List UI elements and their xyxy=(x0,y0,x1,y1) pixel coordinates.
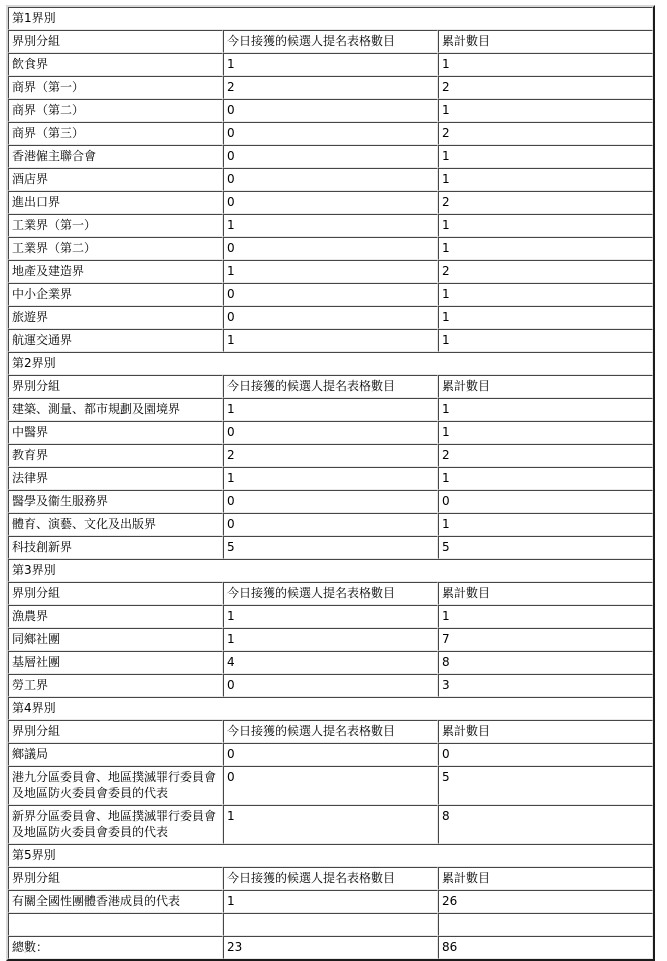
table-row xyxy=(8,743,653,766)
cell-group-name: 飲食界 xyxy=(8,53,223,76)
cell-group-name: 醫學及衞生服務界 xyxy=(8,490,223,513)
cell-cumulative-count: 1 xyxy=(438,283,653,306)
cell-group-name: 工業界（第二） xyxy=(8,237,223,260)
cell-cumulative-count: 1 xyxy=(438,605,653,628)
table-row xyxy=(8,99,653,122)
cell-today-count: 0 xyxy=(223,674,438,697)
section-header-row xyxy=(8,7,653,30)
table-row xyxy=(8,651,653,674)
section-header-row xyxy=(8,559,653,582)
cell-group-name: 旅遊界 xyxy=(8,306,223,329)
table-row xyxy=(8,674,653,697)
cell-cumulative-count: 1 xyxy=(438,145,653,168)
table-row xyxy=(8,421,653,444)
cell-cumulative-count: 1 xyxy=(438,421,653,444)
table-row xyxy=(8,329,653,352)
section-title: 第3界別 xyxy=(8,559,653,582)
table-row xyxy=(8,122,653,145)
section-title: 第1界別 xyxy=(8,7,653,30)
column-header-row xyxy=(8,30,653,53)
cell-today-count: 0 xyxy=(223,122,438,145)
cell-cumulative-count: 2 xyxy=(438,260,653,283)
table-row xyxy=(8,53,653,76)
cell-cumulative-count: 2 xyxy=(438,444,653,467)
cell-today-count: 1 xyxy=(223,605,438,628)
table-row xyxy=(8,214,653,237)
cell-today-count: 1 xyxy=(223,467,438,490)
table-row xyxy=(8,536,653,559)
cell-cumulative-count: 7 xyxy=(438,628,653,651)
column-header-row xyxy=(8,867,653,890)
table-row xyxy=(8,890,653,913)
totals-row xyxy=(8,936,653,959)
cell-cumulative-count: 1 xyxy=(438,214,653,237)
cell-today-count: 0 xyxy=(223,145,438,168)
cell-group-name: 建築、測量、都市規劃及園境界 xyxy=(8,398,223,421)
cell-today-count: 1 xyxy=(223,890,438,913)
table-row xyxy=(8,398,653,421)
cell-group-name: 中小企業界 xyxy=(8,283,223,306)
totals-label: 總數： xyxy=(8,936,223,959)
section-title: 第5界別 xyxy=(8,844,653,867)
column-header-today: 今日接獲的候選人提名表格數目 xyxy=(223,720,438,743)
section-title: 第4界別 xyxy=(8,697,653,720)
cell-today-count: 0 xyxy=(223,490,438,513)
cell-today-count: 1 xyxy=(223,329,438,352)
cell-today-count: 0 xyxy=(223,237,438,260)
cell-group-name: 漁農界 xyxy=(8,605,223,628)
cell-group-name: 基層社團 xyxy=(8,651,223,674)
cell-group-name: 科技創新界 xyxy=(8,536,223,559)
table-row xyxy=(8,191,653,214)
cell-today-count: 2 xyxy=(223,444,438,467)
section-header-row xyxy=(8,697,653,720)
spacer-row xyxy=(8,913,653,936)
column-header-cumulative: 累計數目 xyxy=(438,375,653,398)
cell-group-name: 教育界 xyxy=(8,444,223,467)
cell-cumulative-count: 2 xyxy=(438,122,653,145)
cell-group-name: 鄉議局 xyxy=(8,743,223,766)
cell-cumulative-count: 5 xyxy=(438,536,653,559)
cell-today-count: 5 xyxy=(223,536,438,559)
cell-group-name: 同鄉社團 xyxy=(8,628,223,651)
cell-cumulative-count: 26 xyxy=(438,890,653,913)
cell-today-count: 4 xyxy=(223,651,438,674)
cell-group-name: 商界（第一） xyxy=(8,76,223,99)
cell-group-name: 航運交通界 xyxy=(8,329,223,352)
cell-today-count: 0 xyxy=(223,766,438,805)
cell-group-name: 港九分區委員會、地區撲滅罪行委員會及地區防火委員會委員的代表 xyxy=(8,766,223,805)
cell-today-count: 1 xyxy=(223,398,438,421)
cell-today-count: 1 xyxy=(223,214,438,237)
column-header-row xyxy=(8,582,653,605)
column-header-group: 界別分組 xyxy=(8,30,223,53)
cell-cumulative-count: 1 xyxy=(438,99,653,122)
section-header-row xyxy=(8,352,653,375)
table-row xyxy=(8,306,653,329)
cell-today-count: 1 xyxy=(223,805,438,844)
column-header-group: 界別分組 xyxy=(8,867,223,890)
cell-cumulative-count: 2 xyxy=(438,191,653,214)
column-header-row xyxy=(8,375,653,398)
cell-cumulative-count: 1 xyxy=(438,53,653,76)
cell-group-name: 中醫界 xyxy=(8,421,223,444)
column-header-cumulative: 累計數目 xyxy=(438,720,653,743)
cell-group-name: 香港僱主聯合會 xyxy=(8,145,223,168)
column-header-cumulative: 累計數目 xyxy=(438,582,653,605)
cell-cumulative-count: 1 xyxy=(438,306,653,329)
cell-today-count: 0 xyxy=(223,513,438,536)
cell-today-count: 0 xyxy=(223,743,438,766)
cell-cumulative-count: 1 xyxy=(438,168,653,191)
cell-group-name: 進出口界 xyxy=(8,191,223,214)
cell-cumulative-count: 0 xyxy=(438,490,653,513)
cell-cumulative-count: 8 xyxy=(438,805,653,844)
table-row xyxy=(8,467,653,490)
spacer-cell-total xyxy=(438,913,653,936)
column-header-today: 今日接獲的候選人提名表格數目 xyxy=(223,582,438,605)
cell-today-count: 0 xyxy=(223,168,438,191)
column-header-today: 今日接獲的候選人提名表格數目 xyxy=(223,867,438,890)
cell-today-count: 0 xyxy=(223,191,438,214)
cell-today-count: 0 xyxy=(223,306,438,329)
column-header-cumulative: 累計數目 xyxy=(438,867,653,890)
cell-group-name: 新界分區委員會、地區撲滅罪行委員會及地區防火委員會委員的代表 xyxy=(8,805,223,844)
section-title: 第2界別 xyxy=(8,352,653,375)
table-row xyxy=(8,76,653,99)
table-row xyxy=(8,605,653,628)
table-body xyxy=(8,7,653,959)
spacer-cell-name xyxy=(8,913,223,936)
cell-cumulative-count: 8 xyxy=(438,651,653,674)
cell-group-name: 法律界 xyxy=(8,467,223,490)
table-row xyxy=(8,805,653,844)
column-header-group: 界別分組 xyxy=(8,375,223,398)
cell-group-name: 勞工界 xyxy=(8,674,223,697)
column-header-row xyxy=(8,720,653,743)
totals-today: 23 xyxy=(223,936,438,959)
table-row xyxy=(8,444,653,467)
column-header-group: 界別分組 xyxy=(8,582,223,605)
table-row xyxy=(8,145,653,168)
cell-today-count: 2 xyxy=(223,76,438,99)
cell-today-count: 0 xyxy=(223,99,438,122)
column-header-today: 今日接獲的候選人提名表格數目 xyxy=(223,375,438,398)
table-row xyxy=(8,490,653,513)
totals-cumulative: 86 xyxy=(438,936,653,959)
cell-cumulative-count: 0 xyxy=(438,743,653,766)
cell-cumulative-count: 1 xyxy=(438,467,653,490)
cell-cumulative-count: 1 xyxy=(438,329,653,352)
cell-cumulative-count: 5 xyxy=(438,766,653,805)
cell-cumulative-count: 1 xyxy=(438,237,653,260)
table-row xyxy=(8,237,653,260)
cell-group-name: 體育、演藝、文化及出版界 xyxy=(8,513,223,536)
section-header-row xyxy=(8,844,653,867)
cell-group-name: 商界（第三） xyxy=(8,122,223,145)
cell-group-name: 地產及建造界 xyxy=(8,260,223,283)
table-row xyxy=(8,766,653,805)
cell-today-count: 1 xyxy=(223,260,438,283)
table-row xyxy=(8,260,653,283)
column-header-group: 界別分組 xyxy=(8,720,223,743)
cell-today-count: 1 xyxy=(223,53,438,76)
cell-group-name: 商界（第二） xyxy=(8,99,223,122)
cell-group-name: 工業界（第一） xyxy=(8,214,223,237)
cell-group-name: 有關全國性團體香港成員的代表 xyxy=(8,890,223,913)
cell-cumulative-count: 3 xyxy=(438,674,653,697)
column-header-cumulative: 累計數目 xyxy=(438,30,653,53)
cell-cumulative-count: 1 xyxy=(438,398,653,421)
column-header-today: 今日接獲的候選人提名表格數目 xyxy=(223,30,438,53)
cell-today-count: 0 xyxy=(223,421,438,444)
spacer-cell-today xyxy=(223,913,438,936)
table-row xyxy=(8,513,653,536)
table-row xyxy=(8,628,653,651)
table-row xyxy=(8,168,653,191)
cell-cumulative-count: 2 xyxy=(438,76,653,99)
cell-group-name: 酒店界 xyxy=(8,168,223,191)
cell-cumulative-count: 1 xyxy=(438,513,653,536)
cell-today-count: 1 xyxy=(223,628,438,651)
table-row xyxy=(8,283,653,306)
cell-today-count: 0 xyxy=(223,283,438,306)
nomination-forms-table xyxy=(6,5,655,961)
